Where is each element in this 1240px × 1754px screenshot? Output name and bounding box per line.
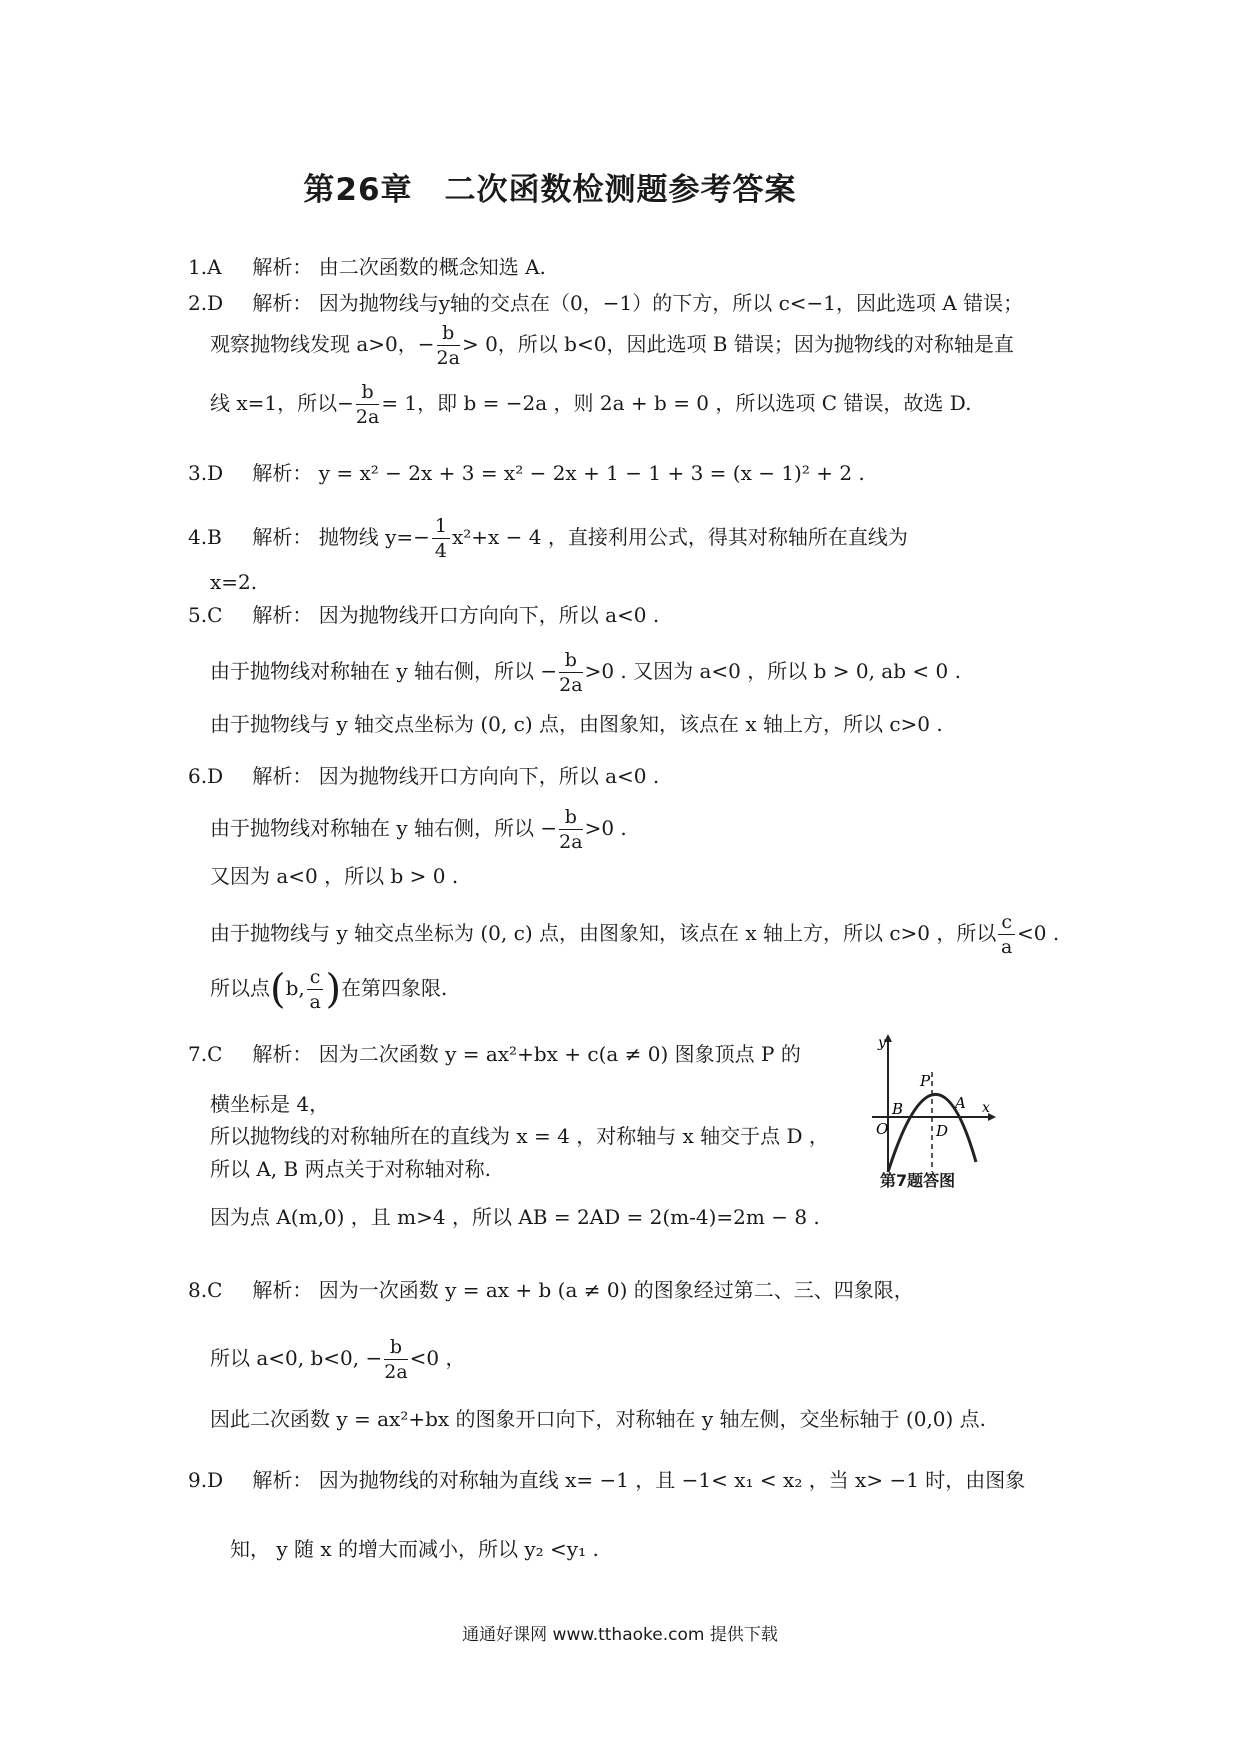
label-D: D <box>936 1122 949 1140</box>
fraction-b-over-2a: $\frac{b}{2a}$ <box>355 381 380 428</box>
answer-9-line2: 知， y 随 x 的增大而减小，所以 y₂ <y₁ . <box>230 1537 599 1561</box>
answer-1: 1.A 解析： 由二次函数的概念知选 A. <box>188 255 546 279</box>
answer-2-line1: 2.D 解析： 因为抛物线与y轴的交点在（0，−1）的下方，所以 c<−1，因此选项 A 错误； <box>188 291 1024 315</box>
answer-7-line3: 所以抛物线的对称轴所在的直线为 x = 4 ，对称轴与 x 轴交于点 D ， <box>210 1124 829 1148</box>
parabola-figure <box>858 1032 998 1182</box>
answer-4-line1: 4.B 解析： 抛物线 y=− $\frac{1}{4}$ x²+x − 4 ，直接利用公式，得其对称轴所在直线为 <box>188 515 908 562</box>
answer-9-line1: 9.D 解析： 因为抛物线的对称轴为直线 x= −1 ，且 −1< x₁ < x₂ ，当 x> −1 时，由图象 <box>188 1468 1026 1492</box>
label-A: A <box>955 1094 966 1112</box>
figure-caption: 第7题答图 <box>880 1171 956 1190</box>
answer-8-line1: 8.C 解析： 因为一次函数 y = ax + b (a ≠ 0) 的图象经过第二、三、四象限， <box>188 1278 914 1302</box>
answer-6-line1: 6.D 解析： 因为抛物线开口方向向下，所以 a<0 . <box>188 764 660 788</box>
answer-7-line4: 所以 A, B 两点关于对称轴对称. <box>210 1157 491 1181</box>
answer-2-line2: 观察抛物线发现 a>0，− $\frac{b}{2a}$ > 0，所以 b<0，因此选项 B 错误；因为抛物线的对称轴是直 <box>210 322 1014 369</box>
answer-8-line3: 因此二次函数 y = ax²+bx 的图象开口向下，对称轴在 y 轴左侧，交坐标轴于 (0,0) 点. <box>210 1407 987 1431</box>
fraction-c-over-a: $\frac{c}{a}$ <box>307 965 324 1014</box>
fraction-b-over-2a: $\frac{b}{2a}$ <box>384 1336 408 1383</box>
answer-2-line3: 线 x=1，所以− $\frac{b}{2a}$ = 1，即 b = −2a ，则 2a + b = 0 ，所以选项 C 错误，故选 D. <box>210 381 972 428</box>
label-P: P <box>920 1072 931 1090</box>
fraction-b-over-2a: $\frac{b}{2a}$ <box>436 322 460 369</box>
answer-6-line4: 由于抛物线与 y 轴交点坐标为 (0, c) 点，由图象知，该点在 x 轴上方，所以 c>0 ，所以 $\frac{c}{a}$ <0 . <box>210 911 1060 958</box>
answer-6-line5: 所以点(b, $\frac{c}{a}$ )在第四象限. <box>210 966 448 1013</box>
answer-8-line2: 所以 a<0, b<0, − $\frac{b}{2a}$ <0 ， <box>210 1336 466 1383</box>
fraction-c-over-a: $\frac{c}{a}$ <box>998 910 1015 959</box>
answer-6-line3: 又因为 a<0 ，所以 b > 0 . <box>210 864 459 888</box>
page-title: 第26章 二次函数检测题参考答案 <box>303 172 797 208</box>
answer-5-line2: 由于抛物线对称轴在 y 轴右侧，所以 − $\frac{b}{2a}$ >0 . 又因为 a<0 ，所以 b > 0, ab < 0 . <box>210 649 961 696</box>
answer-4-line2: x=2. <box>210 570 258 594</box>
answer-7-line2: 横坐标是 4， <box>210 1092 330 1116</box>
answer-7-line5: 因为点 A(m,0) ，且 m>4 ，所以 AB = 2AD = 2(m-4)=2m − 8 . <box>210 1205 820 1229</box>
fraction-1-over-4: $\frac{1}{4}$ <box>432 514 450 563</box>
answer-5-line1: 5.C 解析： 因为抛物线开口方向向下，所以 a<0 . <box>188 603 660 627</box>
label-B: B <box>892 1100 904 1118</box>
answer-3: 3.D 解析： y = x² − 2x + 3 = x² − 2x + 1 − 1 + 3 = (x − 1)² + 2 . <box>188 461 865 485</box>
answer-6-line2: 由于抛物线对称轴在 y 轴右侧，所以 − $\frac{b}{2a}$ >0 . <box>210 806 627 853</box>
label-O: O <box>876 1120 889 1138</box>
answer-5-line3: 由于抛物线与 y 轴交点坐标为 (0, c) 点，由图象知，该点在 x 轴上方，所以 c>0 . <box>210 712 943 736</box>
page-footer: 通通好课网 www.tthaoke.com 提供下载 <box>462 1625 778 1645</box>
fraction-b-over-2a: $\frac{b}{2a}$ <box>559 806 583 853</box>
answer-7-line1: 7.C 解析： 因为二次函数 y = ax²+bx + c(a ≠ 0) 图象顶点 P 的 <box>188 1042 801 1066</box>
label-x: x <box>982 1100 990 1116</box>
fraction-b-over-2a: $\frac{b}{2a}$ <box>559 649 583 696</box>
label-y: y <box>878 1035 886 1051</box>
